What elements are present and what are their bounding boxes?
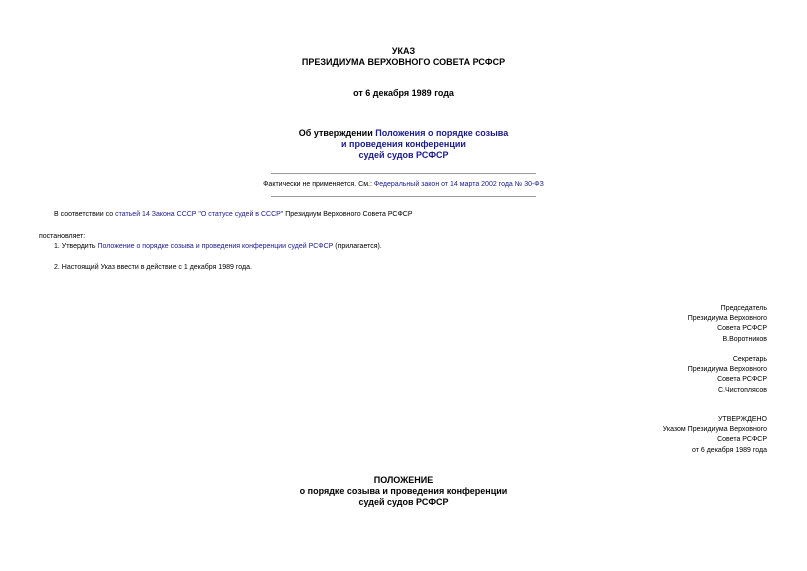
item-1-suffix: (прилагается). <box>333 243 382 250</box>
chairman-name: В.Воротников <box>722 335 767 343</box>
secretary-council: Совета РСФСР <box>717 376 767 384</box>
notice-law-link[interactable]: Федеральный закон от 14 марта 2002 года № 30-ФЗ <box>373 181 544 188</box>
notice-text: Фактически не применяется. См.: <box>263 181 374 188</box>
item-2: 2. Настоящий Указ ввести в действие с 1 декабря 1989 года. <box>54 264 252 271</box>
item-1-prefix: 1. Утвердить <box>54 243 98 250</box>
title-link-line3[interactable]: судей судов РСФСР <box>358 150 449 160</box>
approved-by: Указом Президиума Верховного <box>662 426 767 434</box>
approved-council: Совета РСФСР <box>717 436 767 444</box>
decree-heading <box>0 46 807 68</box>
regulation-link[interactable]: Положение о порядке созыва и проведения конференции судей РСФСР <box>97 243 334 250</box>
decree-issuer: ПРЕЗИДИУМА ВЕРХОВНОГО СОВЕТА РСФСР <box>301 57 506 67</box>
preamble-suffix: Президиум Верховного Совета РСФСР <box>283 211 413 218</box>
resolves-text: постановляет: <box>39 233 86 240</box>
chairman-signature <box>688 304 767 345</box>
chairman-body: Президиума Верховного <box>687 315 767 323</box>
preamble-prefix: В соответствии со <box>54 211 116 218</box>
chairman-council: Совета РСФСР <box>717 325 767 333</box>
preamble-paragraph <box>54 210 413 219</box>
secretary-name: С.Чистоплясов <box>718 386 767 394</box>
law-article-link[interactable]: статьей 14 Закона СССР "О статусе судей в СССР" <box>115 211 284 218</box>
secretary-signature <box>688 355 767 396</box>
regulation-title: ПОЛОЖЕНИЕ <box>373 475 434 485</box>
regulation-heading <box>0 475 807 508</box>
decree-title: УКАЗ <box>391 46 416 56</box>
secretary-position: Секретарь <box>732 356 767 363</box>
title-link-line1[interactable]: Положения о порядке созыва <box>375 128 509 138</box>
document-title <box>0 128 807 161</box>
decree-date: от 6 декабря 1989 года <box>353 88 454 98</box>
item-1 <box>54 242 382 251</box>
status-notice <box>0 180 807 189</box>
chairman-position: Председатель <box>720 305 767 312</box>
title-prefix: Об утверждении <box>298 128 376 138</box>
notice-top-divider <box>271 173 536 174</box>
secretary-body: Президиума Верховного <box>687 366 767 374</box>
approved-date: от 6 декабря 1989 года <box>691 446 767 454</box>
title-link-line2[interactable]: и проведения конференции <box>341 139 466 149</box>
regulation-subtitle-2: судей судов РСФСР <box>358 497 449 507</box>
regulation-subtitle-1: о порядке созыва и проведения конференции <box>299 486 508 496</box>
approved-label: УТВЕРЖДЕНО <box>717 416 767 423</box>
notice-bottom-divider <box>271 196 536 197</box>
approval-stamp <box>663 415 767 456</box>
